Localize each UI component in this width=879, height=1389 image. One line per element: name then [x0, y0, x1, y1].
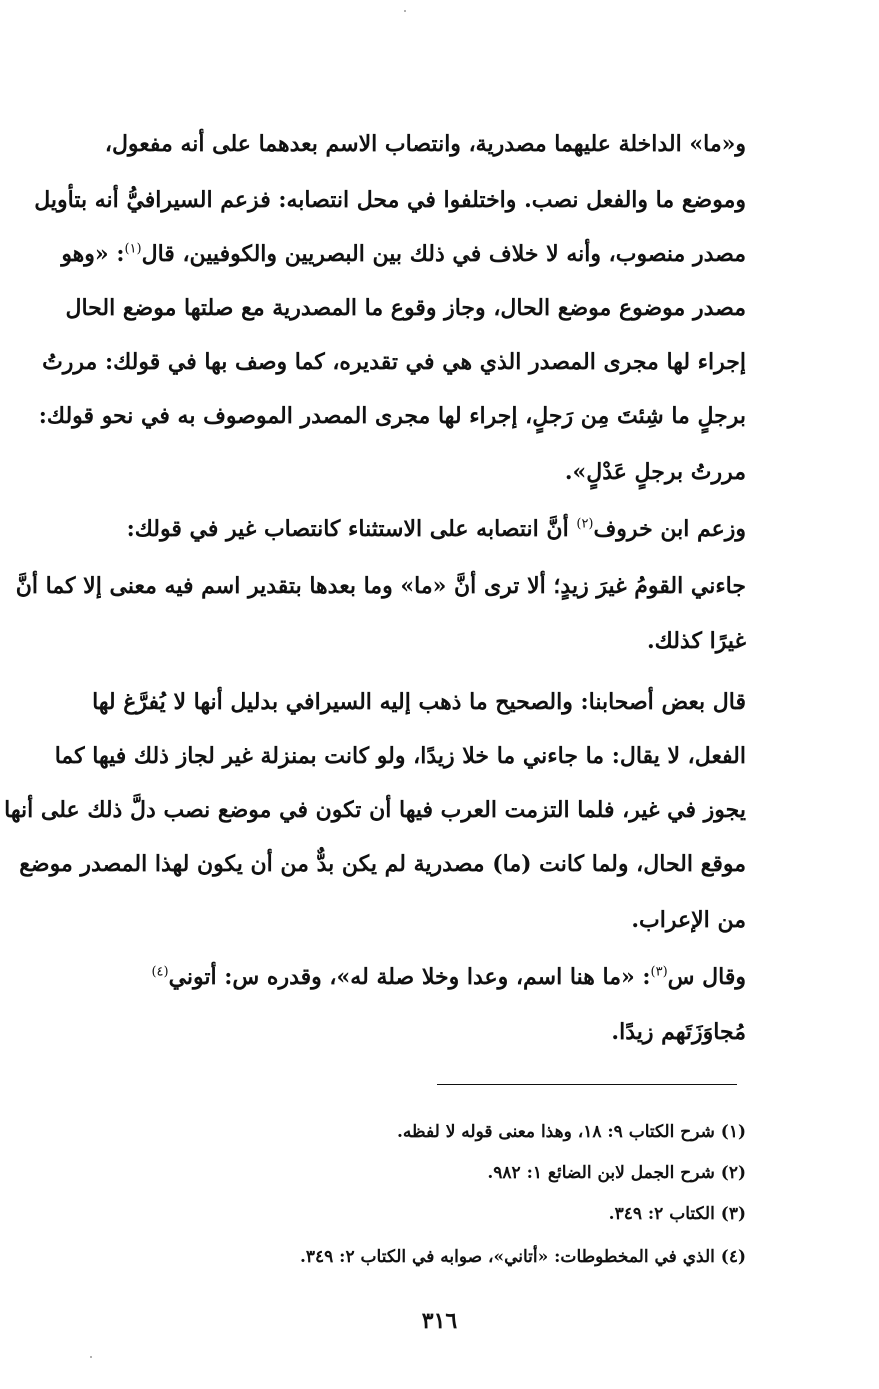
body-line-13: يجوز في غير، فلما التزمت العرب فيها أن تكون في موضع نصب دلَّ ذلك على أنها: [4, 797, 746, 823]
body-line-1: و«ما» الداخلة عليهما مصدرية، وانتصاب الاسم بعدهما على أنه مفعول،: [104, 131, 746, 157]
scan-speck: [90, 1356, 92, 1358]
body-line-15: من الإعراب.: [631, 907, 746, 933]
body-line-9: جاءني القومُ غيرَ زيدٍ؛ ألا ترى أنَّ «ما» وما بعدها بتقدير اسم فيه معنى إلا كما أنَّ: [15, 573, 746, 599]
body-line-8: [126, 512, 746, 546]
body-line-5: إجراء لها مجرى المصدر الذي هي في تقديره، كما وصف بها في قولك: مررتُ: [42, 349, 746, 375]
body-line-4: مصدر موضوع موضع الحال، وجاز وقوع ما المصدرية مع صلتها موضع الحال: [65, 295, 746, 321]
note-ref-1: (١): [124, 241, 142, 257]
body-line-10: غيرًا كذلك.: [647, 628, 746, 654]
body-line-17: مُجاوَزَتَهم زيدًا.: [611, 1019, 746, 1045]
body-line-8-tail: أنَّ انتصابه على الاستثناء كانتصاب غير في قولك:: [126, 516, 569, 542]
note-ref-4: (٤): [151, 964, 169, 980]
page-number: ٣١٦: [421, 1308, 458, 1334]
footnote-2: (٢) شرح الجمل لابن الضائع ١: ٩٨٢.: [487, 1163, 746, 1183]
body-line-2: وموضع ما والفعل نصب. واختلفوا في محل انتصابه: فزعم السيرافيُّ أنه بتأويل: [34, 187, 746, 213]
body-line-16: [151, 960, 746, 994]
note-ref-2: (٢): [576, 516, 594, 532]
body-line-7: مررتُ برجلٍ عَدْلٍ».: [564, 459, 746, 485]
body-line-12: الفعل، لا يقال: ما جاءني ما خلا زيدًا، ولو كانت بمنزلة غير لجاز ذلك فيها كما: [54, 743, 746, 769]
body-line-11: قال بعض أصحابنا: والصحيح ما ذهب إليه السيرافي بدليل أنها لا يُفرَّغ لها: [92, 689, 746, 715]
body-line-8-text: وزعم ابن خروف: [593, 516, 746, 542]
body-line-3: [61, 237, 746, 271]
footnote-4: (٤) الذي في المخطوطات: «أتاني»، صوابه في الكتاب ٢: ٣٤٩.: [299, 1247, 746, 1267]
footnote-3: (٣) الكتاب ٢: ٣٤٩.: [608, 1204, 746, 1224]
body-line-3-tail: : «وهو: [61, 241, 125, 267]
body-line-16-text: وقال س: [667, 964, 746, 990]
body-line-14: موقع الحال، ولما كانت (ما) مصدرية لم يكن بدٌّ من أن يكون لهذا المصدر موضع: [19, 851, 746, 877]
footnote-1: (١) شرح الكتاب ٩: ١٨، وهذا معنى قوله لا لفظه.: [397, 1122, 746, 1142]
body-line-6: برجلٍ ما شِئتَ مِن رَجلٍ، إجراء لها مجرى المصدر الموصوف به في نحو قولك:: [38, 403, 746, 429]
footnote-separator: [437, 1084, 737, 1085]
body-line-3-text: مصدر منصوب، وأنه لا خلاف في ذلك بين البصريين والكوفيين، قال: [141, 241, 746, 267]
scan-speck: [404, 10, 406, 12]
body-line-16-tail: : «ما هنا اسم، وعدا وخلا صلة له»، وقدره س: أتوني: [168, 964, 651, 990]
note-ref-3: (٣): [650, 964, 668, 980]
